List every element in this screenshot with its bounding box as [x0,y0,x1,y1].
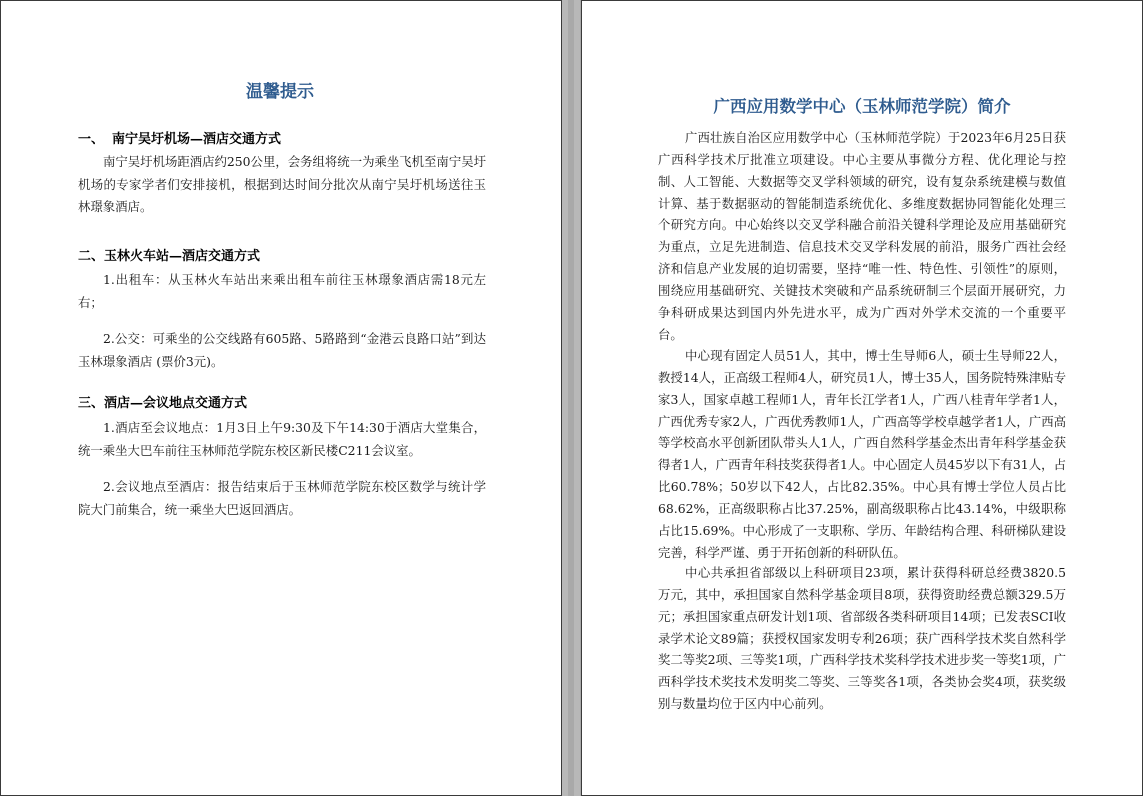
paragraph: 2.会议地点至酒店：报告结束后于玉林师范学院东校区数学与统计学院大门前集合，统一乘坐大巴返回酒店。 [78,479,486,517]
page-gutter [562,0,568,796]
intro-title: 广西应用数学中心（玉林师范学院）简介 [713,97,1011,116]
section-heading-3 [78,392,247,411]
section-number: 三、 [78,396,105,411]
section-number: 二、 [78,249,105,264]
paragraph: 中心现有固定人员51人，其中，博士生导师6人，硕士生导师22人，教授14人，正高级工程师4人，研究员1人，博士35人，国务院特殊津贴专家3人，国家卓越工程师1人，青年长江学者1人，广西八桂青年学者1人，广西优秀专家2人，广西优秀教师1人，广西高等学校卓越学者1人，广西高等学校高水平创新团队带头人1人，广西自然科学基金杰出青年科学基金获得者1人，广西青年科技奖获得者1人。中心固定人员45岁以下有31人，占比60.78%；50岁以下42人，占比82.35%。中心具有博士学位人员占比68.62%，正高级职称占比37.25%，副高级职称占比43.14%，中级职称占比15.69%。中心形成了一支职称、学历、年龄结构合理、科研梯队建设完善，科学严谨、勇于开拓创新的科研队伍。 [658,348,1066,560]
section-heading-2 [78,245,260,264]
section-title: 酒店—会议地点交通方式 [104,396,248,411]
paragraph: 南宁吴圩机场距酒店约250公里，会务组将统一为乘坐飞机至南宁吴圩机场的专家学者们安排接机，根据到达时间分批次从南宁吴圩机场送往玉林璟象酒店。 [78,154,486,215]
paragraph: 中心共承担省部级以上科研项目23项，累计获得科研总经费3820.5万元，其中，承担国家自然科学基金项目8项，获得资助经费总额329.5万元；承担国家重点研发计划1项、省部级各类科研项目14项；已发表SCI收录学术论文89篇；获授权国家发明专利26项；获广西科学技术奖自然科学奖二等奖2项、三等奖1项，广西科学技术奖科学技术进步奖一等奖1项，广西科学技术奖技术发明奖二等奖、三等奖各1项，各类协会奖4项，获奖级别与数量均位于区内中心前列。 [658,565,1066,712]
page-gutter-2 [574,0,580,796]
paragraph: 1.出租车：从玉林火车站出来乘出租车前往玉林璟象酒店需18元左右； [78,272,486,310]
paragraph: 广西壮族自治区应用数学中心（玉林师范学院）于2023年6月25日获广西科学技术厅批准立项建设。中心主要从事微分方程、优化理论与控制、人工智能、大数据等交叉学科领域的研究，设有复杂系统建模与数值计算、基于数据驱动的智能制造系统优化、多维度数据协同智能化处理三个研究方向。中心始终以交叉学科融合前沿关键科学理论及应用基础研究为重点，立足先进制造、信息技术交叉学科发展的前沿，服务广西社会经济和信息产业发展的迫切需要，坚持“唯一性、特色性、引领性”的原则，围绕应用基础研究、关键技术突破和产品系统研制三个层面开展研究，力争科研成果达到国内外先进水平，成为广西对外学术交流的一个重要平台。 [658,130,1066,342]
section-heading-1 [78,128,281,147]
section-number: 一、 [78,132,105,147]
section-title: 玉林火车站—酒店交通方式 [104,249,261,264]
section-title: 南宁吴圩机场—酒店交通方式 [112,132,282,147]
paragraph: 2.公交：可乘坐的公交线路有605路、5路路到“金港云良路口站”到达玉林璟象酒店 (票价3元)。 [78,331,486,369]
paragraph: 1.酒店至会议地点：1月3日上午9:30及下午14:30于酒店大堂集合，统一乘坐大巴车前往玉林师范学院东校区新民楼C211会议室。 [78,420,486,458]
notice-title: 温馨提示 [246,82,314,102]
